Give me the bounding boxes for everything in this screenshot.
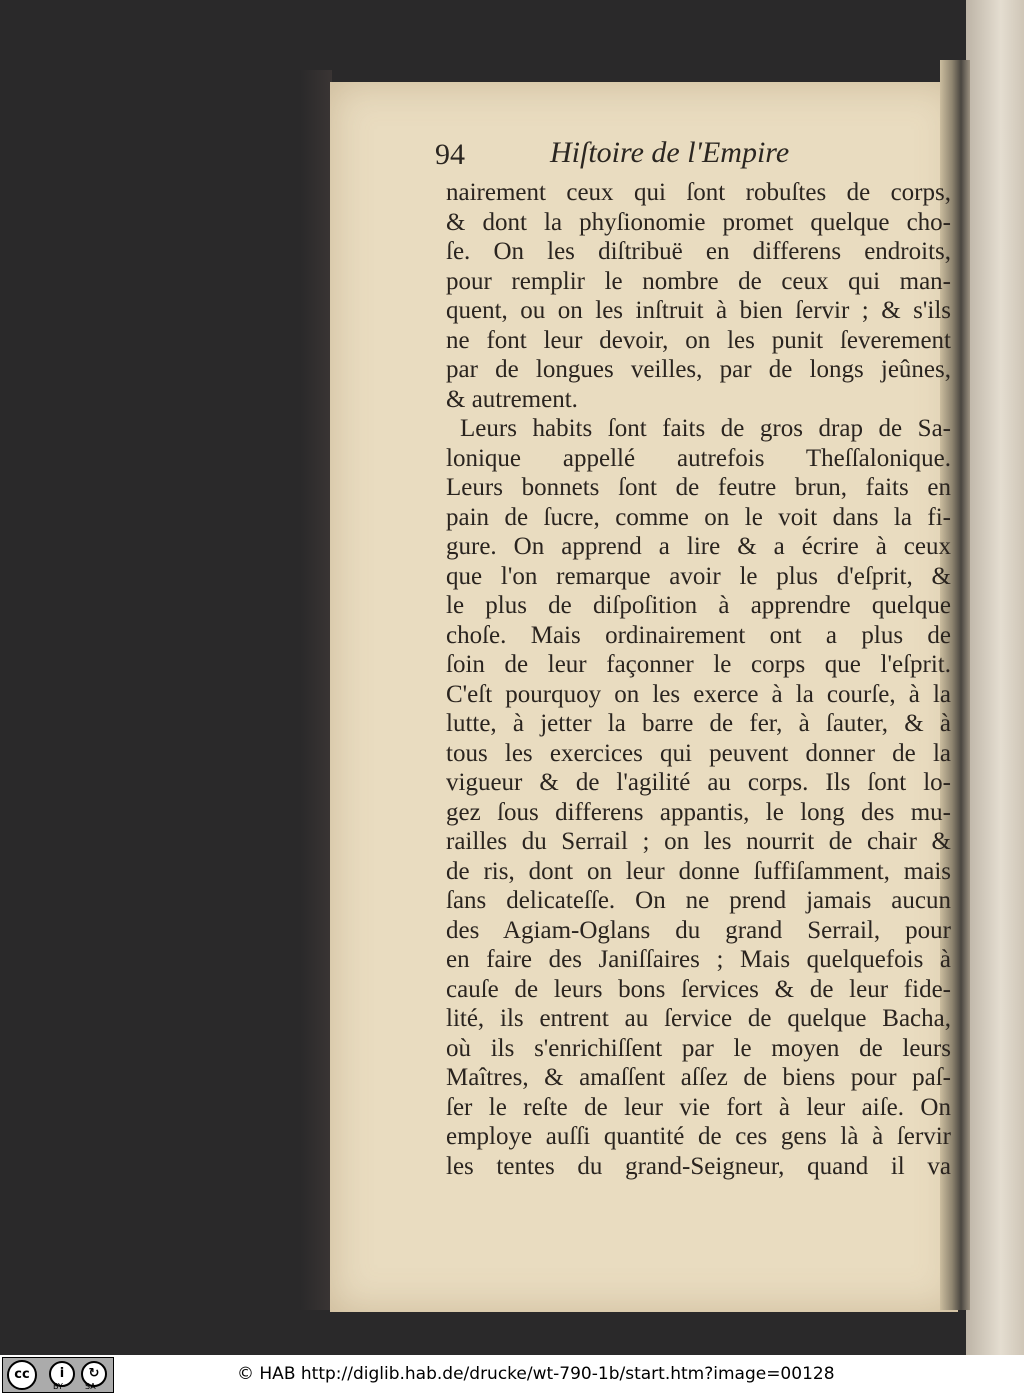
cc-icon: cc xyxy=(7,1360,37,1390)
text-line: que l'on remarque avoir le plus d'eſprit, & xyxy=(446,562,951,590)
text-line: C'eſt pourquoy on les exerce à la courſe, à la xyxy=(446,680,951,708)
text-line: par de longues veilles, par de longs jeûnes, xyxy=(446,356,951,383)
text-line: Leurs bonnets ſont de feutre brun, faits en xyxy=(446,474,951,501)
text-line: lité, ils entrent au ſervice de quelque Bacha, xyxy=(446,1005,951,1032)
text-line: gez ſous differens appantis, le long des mu- xyxy=(446,798,951,826)
text-line: Maîtres, & amaſſent aſſez de biens pour paſ- xyxy=(446,1064,951,1091)
text-line: railles du Serrail ; on les nourrit de chair & xyxy=(446,828,951,855)
text-line: où ils s'enrichiſſent par le moyen de leurs xyxy=(446,1034,951,1062)
text-line: en faire des Janiſſaires ; Mais quelquefois à xyxy=(446,946,951,973)
page-edge-shadow xyxy=(300,70,332,1310)
text-line: lonique appellé autrefois Theſſalonique. xyxy=(446,444,951,472)
running-head: Hiſtoire de l'Empire xyxy=(550,136,790,169)
text-line: tous les exercices qui peuvent donner de la xyxy=(446,739,951,767)
text-line: des Agiam-Oglans du grand Serrail, pour xyxy=(446,916,951,944)
text-line: ſans delicateſſe. On ne prend jamais aucun xyxy=(446,887,951,914)
text-line: lutte, à jetter la barre de fer, à ſauter, & à xyxy=(446,710,951,737)
page-text xyxy=(446,178,951,1181)
text-line: choſe. Mais ordinairement ont a plus de xyxy=(446,621,951,649)
text-line: employe auſſi quantité de ces gens là à ſervir xyxy=(446,1123,951,1150)
cc-license-badge[interactable] xyxy=(2,1357,114,1393)
text-line: & dont la phyſionomie promet quelque cho- xyxy=(446,208,951,236)
text-line: les tentes du grand-Seigneur, quand il va xyxy=(446,1152,951,1180)
text-line: le plus de diſpoſition à apprendre quelque xyxy=(446,592,951,619)
sa-label: SA xyxy=(85,1382,96,1391)
credit-link[interactable]: © HAB http://diglib.hab.de/drucke/wt-790-1b/start.htm?image=00128 xyxy=(237,1364,835,1384)
text-line: Leurs habits ſont faits de gros drap de Sa- xyxy=(460,415,951,442)
page-header xyxy=(435,138,935,178)
text-line: pain de ſucre, comme on le voit dans la fi- xyxy=(446,503,951,531)
facing-page-edge xyxy=(966,0,1024,1355)
text-line: & autrement. xyxy=(446,385,578,413)
text-line: ſe. On les diſtribuë en differens endroits, xyxy=(446,238,951,265)
page-number: 94 xyxy=(435,138,465,171)
text-line: ſer le reſte de leur vie fort à leur aiſe. On xyxy=(446,1093,951,1121)
text-line: ſoin de leur façonner le corps que l'eſprit. xyxy=(446,651,951,678)
text-line: quent, ou on les inſtruit à bien ſervir ; & s'ils xyxy=(446,297,951,324)
text-line: cauſe de leurs bons ſervices & de leur fide- xyxy=(446,975,951,1003)
text-line: de ris, dont on leur donne ſuffiſamment, mais xyxy=(446,857,951,885)
text-line: ne font leur devoir, on les punit ſeverement xyxy=(446,326,951,354)
by-label: BY xyxy=(53,1382,63,1391)
text-line: gure. On apprend a lire & a écrire à ceux xyxy=(446,533,951,560)
share-alike-icon: ↻ xyxy=(81,1361,107,1387)
attribution-icon: i xyxy=(49,1361,75,1387)
text-line: nairement ceux qui ſont robuſtes de corps, xyxy=(446,179,951,206)
text-line: pour remplir le nombre de ceux qui man- xyxy=(446,267,951,295)
text-line: vigueur & de l'agilité au corps. Ils ſont lo- xyxy=(446,769,951,796)
